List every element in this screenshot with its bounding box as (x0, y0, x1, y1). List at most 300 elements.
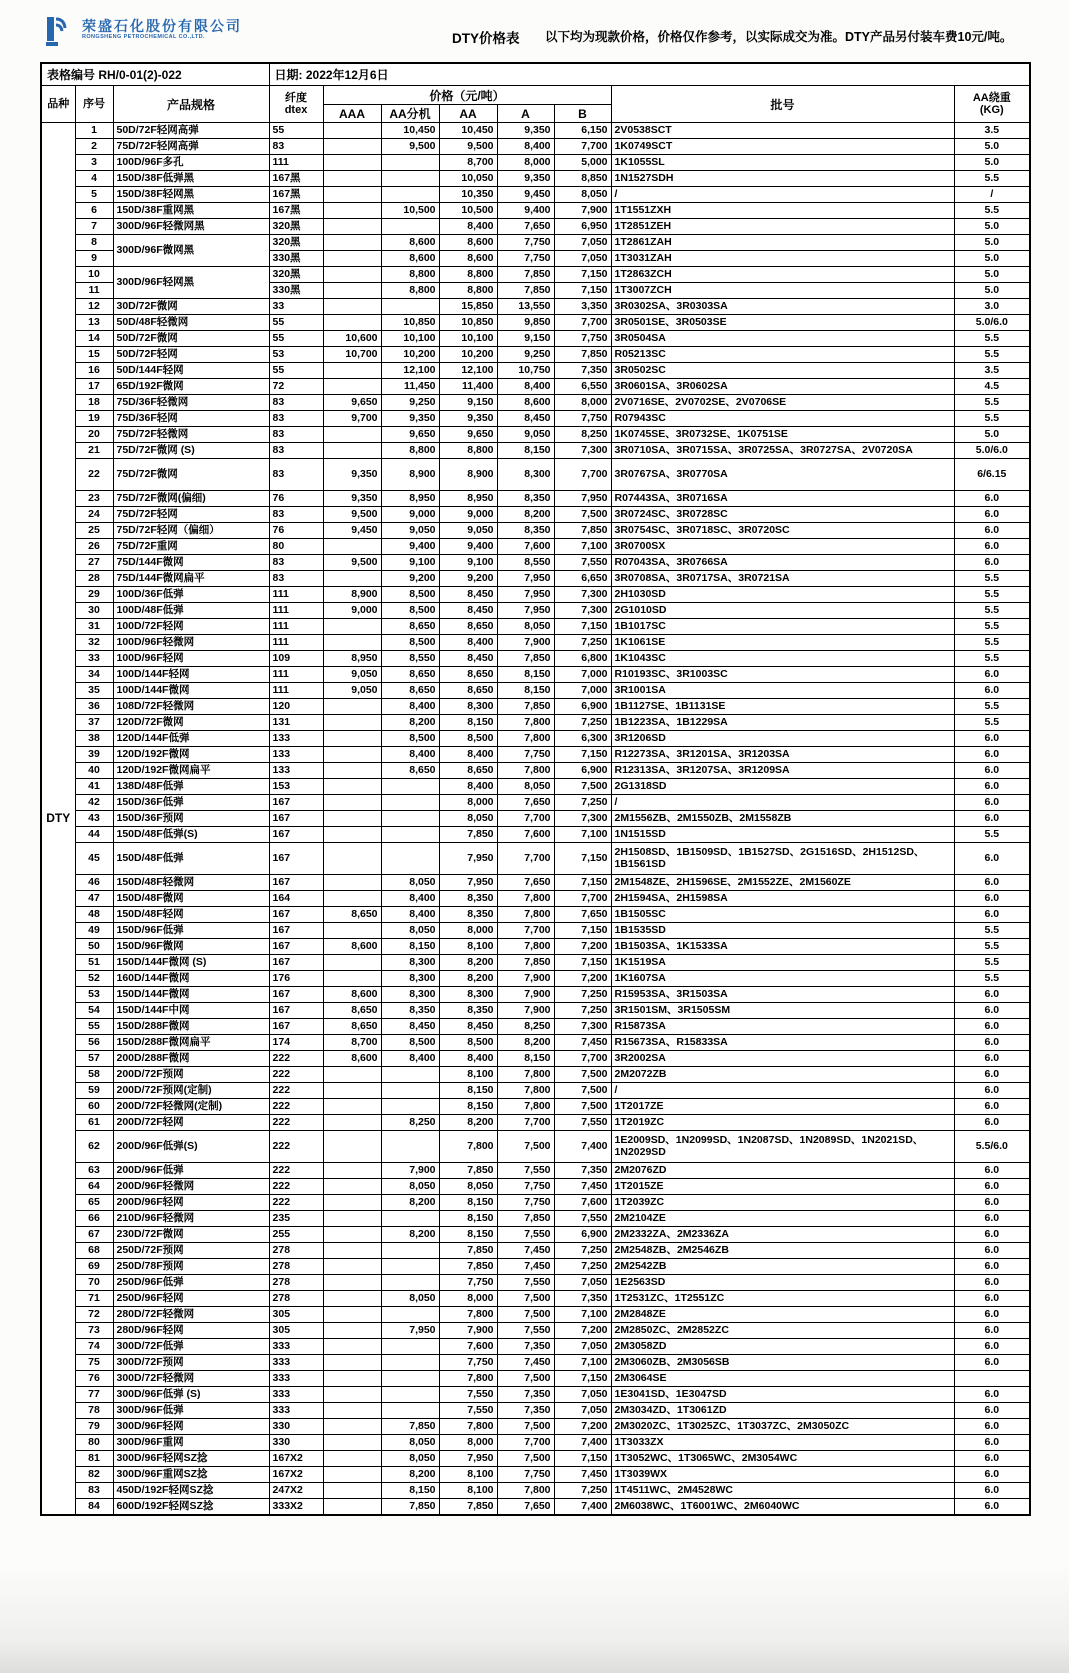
cell-dtex: 80 (269, 539, 323, 555)
doc-date: 日期: 2022年12月6日 (269, 63, 1030, 86)
cell-price-b: 7,450 (554, 1467, 611, 1483)
cell-seq: 83 (75, 1483, 113, 1499)
cell-price-b: 7,100 (554, 827, 611, 843)
cell-seq: 42 (75, 795, 113, 811)
cell-batch: 3R2002SA (611, 1051, 954, 1067)
cell-price-b: 7,950 (554, 491, 611, 507)
page-bottom-shade (0, 1563, 1069, 1673)
cell-spec: 200D/96F轻微网 (113, 1179, 269, 1195)
cell-price-aaa (323, 747, 381, 763)
cell-price-b: 7,200 (554, 939, 611, 955)
cell-price-a: 7,650 (497, 875, 554, 891)
cell-price-aa-split (381, 1307, 439, 1323)
cell-spec: 300D/72F低弹 (113, 1339, 269, 1355)
cell-seq: 23 (75, 491, 113, 507)
cell-price-aa-split: 10,200 (381, 347, 439, 363)
table-row (41, 1115, 1030, 1131)
cell-price-aa-split: 8,500 (381, 603, 439, 619)
cell-price-b: 7,050 (554, 1387, 611, 1403)
cell-seq: 73 (75, 1323, 113, 1339)
cell-weight: 5.0 (954, 251, 1030, 267)
cell-price-a: 7,750 (497, 251, 554, 267)
cell-price-aa: 8,800 (439, 283, 497, 299)
cell-batch: 2V0538SCT (611, 123, 954, 139)
table-row (41, 1467, 1030, 1483)
cell-weight: 6/6.15 (954, 459, 1030, 491)
cell-batch: R12273SA、3R1201SA、3R1203SA (611, 747, 954, 763)
cell-seq: 66 (75, 1211, 113, 1227)
table-row (41, 155, 1030, 171)
cell-spec: 50D/144F轻网 (113, 363, 269, 379)
cell-price-a: 9,400 (497, 203, 554, 219)
cell-price-aaa: 8,600 (323, 987, 381, 1003)
cell-weight: 5.5 (954, 651, 1030, 667)
cell-price-a: 7,800 (497, 763, 554, 779)
cell-spec: 280D/96F轻网 (113, 1323, 269, 1339)
cell-weight: 6.0 (954, 523, 1030, 539)
cell-price-aa: 7,850 (439, 1499, 497, 1516)
cell-price-aa-split (381, 1371, 439, 1387)
cell-weight: 5.0 (954, 139, 1030, 155)
cell-seq: 78 (75, 1403, 113, 1419)
cell-dtex: 278 (269, 1275, 323, 1291)
cell-weight: 6.0 (954, 683, 1030, 699)
header-grade-b: B (554, 105, 611, 123)
cell-price-aaa (323, 571, 381, 587)
table-row (41, 363, 1030, 379)
cell-price-aa-split (381, 1259, 439, 1275)
cell-weight: 6.0 (954, 1115, 1030, 1131)
cell-spec: 100D/36F低弹 (113, 587, 269, 603)
cell-weight: 6.0 (954, 811, 1030, 827)
cell-seq: 79 (75, 1419, 113, 1435)
cell-dtex: 167 (269, 939, 323, 955)
form-number: 表格编号 RH/0-01(2)-022 (41, 63, 269, 86)
cell-seq: 13 (75, 315, 113, 331)
cell-seq: 54 (75, 1003, 113, 1019)
cell-seq: 26 (75, 539, 113, 555)
cell-price-b: 7,250 (554, 1259, 611, 1275)
cell-price-aa-split: 8,150 (381, 1483, 439, 1499)
cell-price-aa-split: 8,400 (381, 907, 439, 923)
cell-batch: 1T2019ZC (611, 1115, 954, 1131)
cell-price-aa: 10,050 (439, 171, 497, 187)
cell-batch: 2M1548ZE、2H1596SE、2M1552ZE、2M1560ZE (611, 875, 954, 891)
cell-price-aa-split: 8,650 (381, 619, 439, 635)
cell-dtex: 167 (269, 955, 323, 971)
cell-spec: 120D/192F微网扁平 (113, 763, 269, 779)
cell-price-aa-split (381, 795, 439, 811)
cell-price-aa: 8,150 (439, 1099, 497, 1115)
cell-price-aa-split: 9,650 (381, 427, 439, 443)
cell-batch: 1B1223SA、1B1229SA (611, 715, 954, 731)
cell-weight: 6.0 (954, 1195, 1030, 1211)
cell-batch: / (611, 1083, 954, 1099)
cell-price-aaa: 8,650 (323, 1019, 381, 1035)
header-weight (954, 86, 1030, 123)
header-price-group: 价格（元/吨） (323, 86, 611, 105)
cell-seq: 4 (75, 171, 113, 187)
cell-price-b: 7,100 (554, 1355, 611, 1371)
cell-dtex: 111 (269, 683, 323, 699)
cell-spec: 150D/288F微网 (113, 1019, 269, 1035)
cell-weight: 6.0 (954, 1227, 1030, 1243)
cell-price-aa: 7,900 (439, 1323, 497, 1339)
cell-batch: 1T1551ZXH (611, 203, 954, 219)
cell-spec: 300D/96F低弹 (S) (113, 1387, 269, 1403)
table-row (41, 1323, 1030, 1339)
cell-price-aa: 8,000 (439, 795, 497, 811)
cell-seq: 27 (75, 555, 113, 571)
cell-batch: 1N1527SDH (611, 171, 954, 187)
cell-batch: 2M3060ZB、2M3056SB (611, 1355, 954, 1371)
cell-batch: 2H1508SD、1B1509SD、1B1527SD、2G1516SD、2H1512SD、1B1561SD (611, 843, 954, 875)
cell-price-aa-split (381, 1387, 439, 1403)
cell-price-a: 7,650 (497, 219, 554, 235)
cell-batch: 3R0502SC (611, 363, 954, 379)
cell-seq: 60 (75, 1099, 113, 1115)
cell-price-aaa (323, 1435, 381, 1451)
cell-price-b: 7,050 (554, 1339, 611, 1355)
cell-weight: 6.0 (954, 747, 1030, 763)
cell-price-aaa (323, 235, 381, 251)
company-header (45, 13, 242, 47)
cell-spec: 75D/72F轻网 (113, 507, 269, 523)
cell-seq: 47 (75, 891, 113, 907)
header-spec: 产品规格 (113, 86, 269, 123)
cell-price-a: 10,750 (497, 363, 554, 379)
table-row (41, 1419, 1030, 1435)
cell-price-aa: 7,600 (439, 1339, 497, 1355)
cell-batch: 1T2531ZC、1T2551ZC (611, 1291, 954, 1307)
table-row (41, 267, 1030, 283)
cell-price-aa: 15,850 (439, 299, 497, 315)
cell-price-b: 7,550 (554, 1115, 611, 1131)
cell-price-a: 9,850 (497, 315, 554, 331)
cell-dtex: 305 (269, 1323, 323, 1339)
cell-price-aa: 8,950 (439, 491, 497, 507)
cell-batch: 3R0700SX (611, 539, 954, 555)
cell-price-b: 7,700 (554, 891, 611, 907)
table-row (41, 779, 1030, 795)
cell-seq: 74 (75, 1339, 113, 1355)
cell-price-aa: 8,400 (439, 747, 497, 763)
cell-price-aa: 8,050 (439, 811, 497, 827)
table-row (41, 1451, 1030, 1467)
cell-seq: 51 (75, 955, 113, 971)
cell-batch: 3R0767SA、3R0770SA (611, 459, 954, 491)
cell-seq: 67 (75, 1227, 113, 1243)
cell-batch: R07443SA、3R0716SA (611, 491, 954, 507)
cell-price-aaa (323, 1467, 381, 1483)
cell-weight: 6.0 (954, 1483, 1030, 1499)
cell-price-a: 13,550 (497, 299, 554, 315)
cell-price-aa-split (381, 827, 439, 843)
cell-spec: 200D/96F轻网 (113, 1195, 269, 1211)
cell-batch: 1T2015ZE (611, 1179, 954, 1195)
cell-price-aa: 7,750 (439, 1275, 497, 1291)
cell-dtex: 167黑 (269, 171, 323, 187)
cell-price-aa-split: 12,100 (381, 363, 439, 379)
cell-price-a: 7,800 (497, 907, 554, 923)
cell-price-aa-split: 8,800 (381, 283, 439, 299)
cell-weight: 4.5 (954, 379, 1030, 395)
table-row (41, 667, 1030, 683)
cell-price-a: 7,850 (497, 651, 554, 667)
cell-price-aa: 7,800 (439, 1419, 497, 1435)
cell-weight: 6.0 (954, 907, 1030, 923)
cell-price-aa-split: 8,550 (381, 651, 439, 667)
cell-seq: 38 (75, 731, 113, 747)
cell-price-aaa: 9,500 (323, 555, 381, 571)
cell-weight: 5.5 (954, 939, 1030, 955)
cell-batch: / (611, 187, 954, 203)
cell-batch: R15673SA、R15833SA (611, 1035, 954, 1051)
table-row (41, 123, 1030, 139)
cell-dtex: 133 (269, 763, 323, 779)
cell-price-a: 7,750 (497, 1179, 554, 1195)
cell-price-aaa (323, 1099, 381, 1115)
cell-seq: 11 (75, 283, 113, 299)
cell-price-aa: 9,050 (439, 523, 497, 539)
cell-price-aa-split (381, 219, 439, 235)
cell-batch: 2M2548ZB、2M2546ZB (611, 1243, 954, 1259)
cell-price-b: 7,250 (554, 1483, 611, 1499)
cell-spec: 100D/48F低弹 (113, 603, 269, 619)
cell-price-a: 8,200 (497, 507, 554, 523)
cell-batch: 1T3007ZCH (611, 283, 954, 299)
cell-spec: 65D/192F微网 (113, 379, 269, 395)
header-grade-aa: AA (439, 105, 497, 123)
cell-price-aa: 8,600 (439, 251, 497, 267)
cell-price-a: 7,700 (497, 811, 554, 827)
header-dtex (269, 86, 323, 123)
cell-price-b: 7,550 (554, 555, 611, 571)
cell-price-aa: 9,200 (439, 571, 497, 587)
cell-price-aaa: 8,600 (323, 939, 381, 955)
cell-seq: 48 (75, 907, 113, 923)
cell-spec: 300D/72F轻微网 (113, 1371, 269, 1387)
company-name-en: RONGSHENG PETROCHEMICAL CO.,LTD. (82, 34, 205, 41)
cell-price-aa: 9,000 (439, 507, 497, 523)
cell-seq: 76 (75, 1371, 113, 1387)
cell-weight: 5.5 (954, 411, 1030, 427)
cell-price-aa: 7,750 (439, 1355, 497, 1371)
cell-weight: 6.0 (954, 1211, 1030, 1227)
table-row (41, 523, 1030, 539)
cell-price-aaa: 9,350 (323, 459, 381, 491)
cell-price-b: 7,500 (554, 1067, 611, 1083)
table-row (41, 971, 1030, 987)
cell-batch: 1T2851ZEH (611, 219, 954, 235)
cell-price-aa: 9,150 (439, 395, 497, 411)
cell-price-aaa (323, 171, 381, 187)
table-row (41, 1499, 1030, 1516)
cell-dtex: 131 (269, 715, 323, 731)
cell-spec: 150D/96F微网 (113, 939, 269, 955)
table-row (41, 619, 1030, 635)
cell-batch: 3R1501SM、3R1505SM (611, 1003, 954, 1019)
cell-seq: 29 (75, 587, 113, 603)
cell-seq: 44 (75, 827, 113, 843)
cell-seq: 84 (75, 1499, 113, 1516)
table-row (41, 811, 1030, 827)
table-row (41, 731, 1030, 747)
cell-seq: 1 (75, 123, 113, 139)
cell-dtex: 111 (269, 667, 323, 683)
cell-price-aa-split: 8,200 (381, 1467, 439, 1483)
cell-price-aaa (323, 1499, 381, 1516)
cell-batch: R15953SA、3R1503SA (611, 987, 954, 1003)
cell-price-b: 7,500 (554, 1083, 611, 1099)
cell-price-aa-split: 7,900 (381, 1163, 439, 1179)
cell-price-aa-split (381, 1211, 439, 1227)
cell-spec: 150D/144F微网 (113, 987, 269, 1003)
cell-spec: 75D/72F微网 (S) (113, 443, 269, 459)
cell-price-b: 6,300 (554, 731, 611, 747)
cell-price-aaa (323, 1291, 381, 1307)
cell-price-a: 7,850 (497, 955, 554, 971)
cell-dtex: 164 (269, 891, 323, 907)
cell-price-b: 8,050 (554, 187, 611, 203)
cell-batch: 2M2848ZE (611, 1307, 954, 1323)
cell-batch: 1K0749SCT (611, 139, 954, 155)
cell-batch: 3R0708SA、3R0717SA、3R0721SA (611, 571, 954, 587)
cell-price-aa-split: 7,850 (381, 1419, 439, 1435)
cell-price-aaa (323, 363, 381, 379)
cell-spec: 300D/72F预网 (113, 1355, 269, 1371)
cell-dtex: 83 (269, 507, 323, 523)
cell-batch: 1T3039WX (611, 1467, 954, 1483)
cell-batch: 2M2542ZB (611, 1259, 954, 1275)
cell-price-aa: 8,150 (439, 1083, 497, 1099)
cell-batch: 1K0745SE、3R0732SE、1K0751SE (611, 427, 954, 443)
cell-price-aaa (323, 1355, 381, 1371)
cell-seq: 52 (75, 971, 113, 987)
cell-price-aa-split: 8,600 (381, 251, 439, 267)
cell-price-aaa (323, 1195, 381, 1211)
header-grade-aaa: AAA (323, 105, 381, 123)
cell-price-a: 7,550 (497, 1275, 554, 1291)
cell-price-aaa (323, 139, 381, 155)
cell-batch: 2M2850ZC、2M2852ZC (611, 1323, 954, 1339)
table-row (41, 1275, 1030, 1291)
cell-price-aa-split: 8,600 (381, 235, 439, 251)
cell-price-aa-split: 8,900 (381, 459, 439, 491)
cell-dtex: 153 (269, 779, 323, 795)
cell-price-aa-split: 8,050 (381, 1291, 439, 1307)
cell-dtex: 53 (269, 347, 323, 363)
cell-price-a: 8,050 (497, 779, 554, 795)
cell-price-a: 9,450 (497, 187, 554, 203)
cell-price-aa: 9,500 (439, 139, 497, 155)
cell-price-aa: 9,350 (439, 411, 497, 427)
cell-price-b: 7,050 (554, 1403, 611, 1419)
table-row (41, 1259, 1030, 1275)
cell-price-a: 8,550 (497, 555, 554, 571)
cell-price-aaa (323, 731, 381, 747)
header-weight-line2: (KG) (979, 104, 1004, 116)
cell-dtex: 222 (269, 1195, 323, 1211)
cell-batch: 3R0504SA (611, 331, 954, 347)
cell-weight: 6.0 (954, 1163, 1030, 1179)
cell-dtex: 133 (269, 731, 323, 747)
cell-price-aa-split (381, 1083, 439, 1099)
table-row (41, 235, 1030, 251)
table-row (41, 1227, 1030, 1243)
cell-weight: 6.0 (954, 1339, 1030, 1355)
cell-price-a: 7,950 (497, 603, 554, 619)
cell-batch: 2M1556ZB、2M1550ZB、2M1558ZB (611, 811, 954, 827)
cell-price-a: 7,950 (497, 587, 554, 603)
table-row (41, 1211, 1030, 1227)
cell-price-b: 7,100 (554, 1307, 611, 1323)
cell-price-aa-split: 8,500 (381, 1035, 439, 1051)
cell-batch: R15873SA (611, 1019, 954, 1035)
cell-price-aa: 7,850 (439, 827, 497, 843)
cell-price-aa-split: 8,050 (381, 875, 439, 891)
cell-batch: 1T2039ZC (611, 1195, 954, 1211)
cell-price-aa: 8,400 (439, 1051, 497, 1067)
table-row (41, 1307, 1030, 1323)
cell-weight: 6.0 (954, 1419, 1030, 1435)
cell-weight: 5.5 (954, 603, 1030, 619)
cell-seq: 32 (75, 635, 113, 651)
cell-price-aaa (323, 1163, 381, 1179)
table-row (41, 347, 1030, 363)
cell-spec: 75D/72F微网(偏细) (113, 491, 269, 507)
cell-price-aaa: 9,000 (323, 603, 381, 619)
table-row (41, 379, 1030, 395)
table-row (41, 491, 1030, 507)
cell-price-a: 9,250 (497, 347, 554, 363)
cell-dtex: 83 (269, 395, 323, 411)
cell-price-aa-split: 8,200 (381, 715, 439, 731)
cell-weight: 6.0 (954, 1387, 1030, 1403)
cell-price-aa-split: 8,650 (381, 683, 439, 699)
cell-weight: 5.5 (954, 923, 1030, 939)
table-row (41, 635, 1030, 651)
cell-price-aa: 7,550 (439, 1403, 497, 1419)
table-row (41, 539, 1030, 555)
cell-weight: 6.0 (954, 1403, 1030, 1419)
cell-seq: 45 (75, 843, 113, 875)
table-row (41, 603, 1030, 619)
cell-price-a: 7,550 (497, 1227, 554, 1243)
cell-price-a: 7,850 (497, 699, 554, 715)
cell-price-b: 6,900 (554, 699, 611, 715)
table-row (41, 891, 1030, 907)
cell-weight: 5.5 (954, 571, 1030, 587)
table-row (41, 699, 1030, 715)
cell-price-aa: 8,100 (439, 939, 497, 955)
cell-price-aa: 8,400 (439, 635, 497, 651)
cell-price-aa: 10,500 (439, 203, 497, 219)
cell-spec: 300D/96F重网 (113, 1435, 269, 1451)
cell-price-a: 7,500 (497, 1419, 554, 1435)
cell-price-aa-split: 9,050 (381, 523, 439, 539)
cell-price-aaa: 8,650 (323, 1003, 381, 1019)
cell-price-aaa (323, 299, 381, 315)
cell-price-b: 7,250 (554, 1243, 611, 1259)
cell-seq: 70 (75, 1275, 113, 1291)
cell-price-aaa (323, 539, 381, 555)
table-row (41, 1387, 1030, 1403)
cell-weight: 5.0/6.0 (954, 315, 1030, 331)
cell-seq: 46 (75, 875, 113, 891)
cell-price-aa: 8,600 (439, 235, 497, 251)
cell-price-a: 7,800 (497, 731, 554, 747)
